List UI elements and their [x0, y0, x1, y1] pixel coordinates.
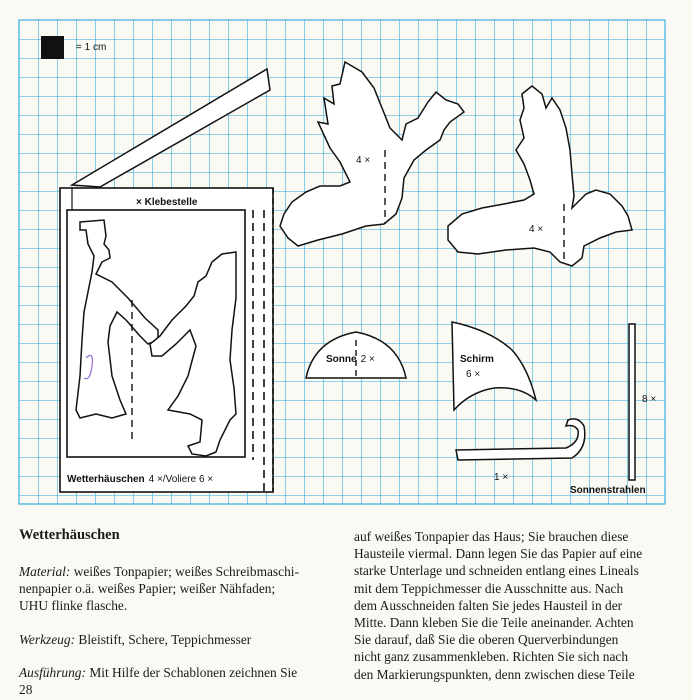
- text-line: starke Unterlage und schneiden entlang eines Lineals: [354, 563, 639, 579]
- sonnenstrahlen-count: 8 ×: [642, 394, 657, 405]
- scale-square-icon: [41, 36, 64, 59]
- bird-left-count: 4 ×: [356, 155, 371, 166]
- text-line: mit dem Teppichmesser die Ausschnitte aus. Nach: [354, 580, 624, 596]
- material-label: Material:: [19, 564, 71, 579]
- cane-count: 1 ×: [494, 472, 509, 483]
- material-line-1: weißes Tonpapier; weißes Schreibmaschi-: [73, 564, 299, 579]
- schirm-label: Schirm: [460, 354, 494, 365]
- material-line-2: nenpapier o.ä. weißes Papier; weißer Nähfaden;: [19, 581, 276, 597]
- werkzeug-text: Bleistift, Schere, Teppichmesser: [78, 631, 252, 647]
- article-right-column: [354, 528, 674, 683]
- sonne-label: Sonne 2 ×: [326, 354, 375, 365]
- schirm-count: 6 ×: [466, 369, 481, 380]
- text-line: dem Ausschneiden falten Sie jedes Hausteil in der: [354, 597, 623, 613]
- klebestelle-label: × Klebestelle: [136, 197, 198, 208]
- scale-label: = 1 cm: [76, 42, 107, 53]
- text-line: nicht ganz zusammenkleben. Richten Sie sich nach: [354, 649, 629, 665]
- text-line: den Markierungspunkten, denn zwischen diese Teile: [354, 666, 635, 682]
- page-number: 28: [19, 682, 33, 698]
- sonnenstrahlen-label: Sonnenstrahlen: [570, 485, 646, 496]
- ausfuehrung-text: Mit Hilfe der Schablonen zeichnen Sie: [89, 664, 298, 680]
- bird-right-count: 4 ×: [529, 224, 544, 235]
- material-line-3: UHU flinke flasche.: [19, 598, 128, 614]
- werkzeug-label: Werkzeug:: [19, 631, 76, 647]
- text-line: Sie darauf, daß Sie die oberen Querverbindungen: [354, 632, 619, 648]
- text-line: Mitte. Dann kleben Sie die Teile aneinander. Achten: [354, 615, 634, 631]
- article-left-column: [19, 563, 337, 698]
- article-heading: Wetterhäuschen: [19, 527, 120, 543]
- house-label: Wetterhäuschen 4 ×/Voliere 6 ×: [67, 474, 214, 485]
- text-line: Hausteile viermal. Dann legen Sie das Papier auf eine: [354, 546, 643, 562]
- text-line: auf weißes Tonpapier das Haus; Sie brauchen diese: [354, 529, 629, 544]
- ausfuehrung-label: Ausführung:: [19, 664, 86, 680]
- sonnenstrahlen-template: [629, 324, 635, 480]
